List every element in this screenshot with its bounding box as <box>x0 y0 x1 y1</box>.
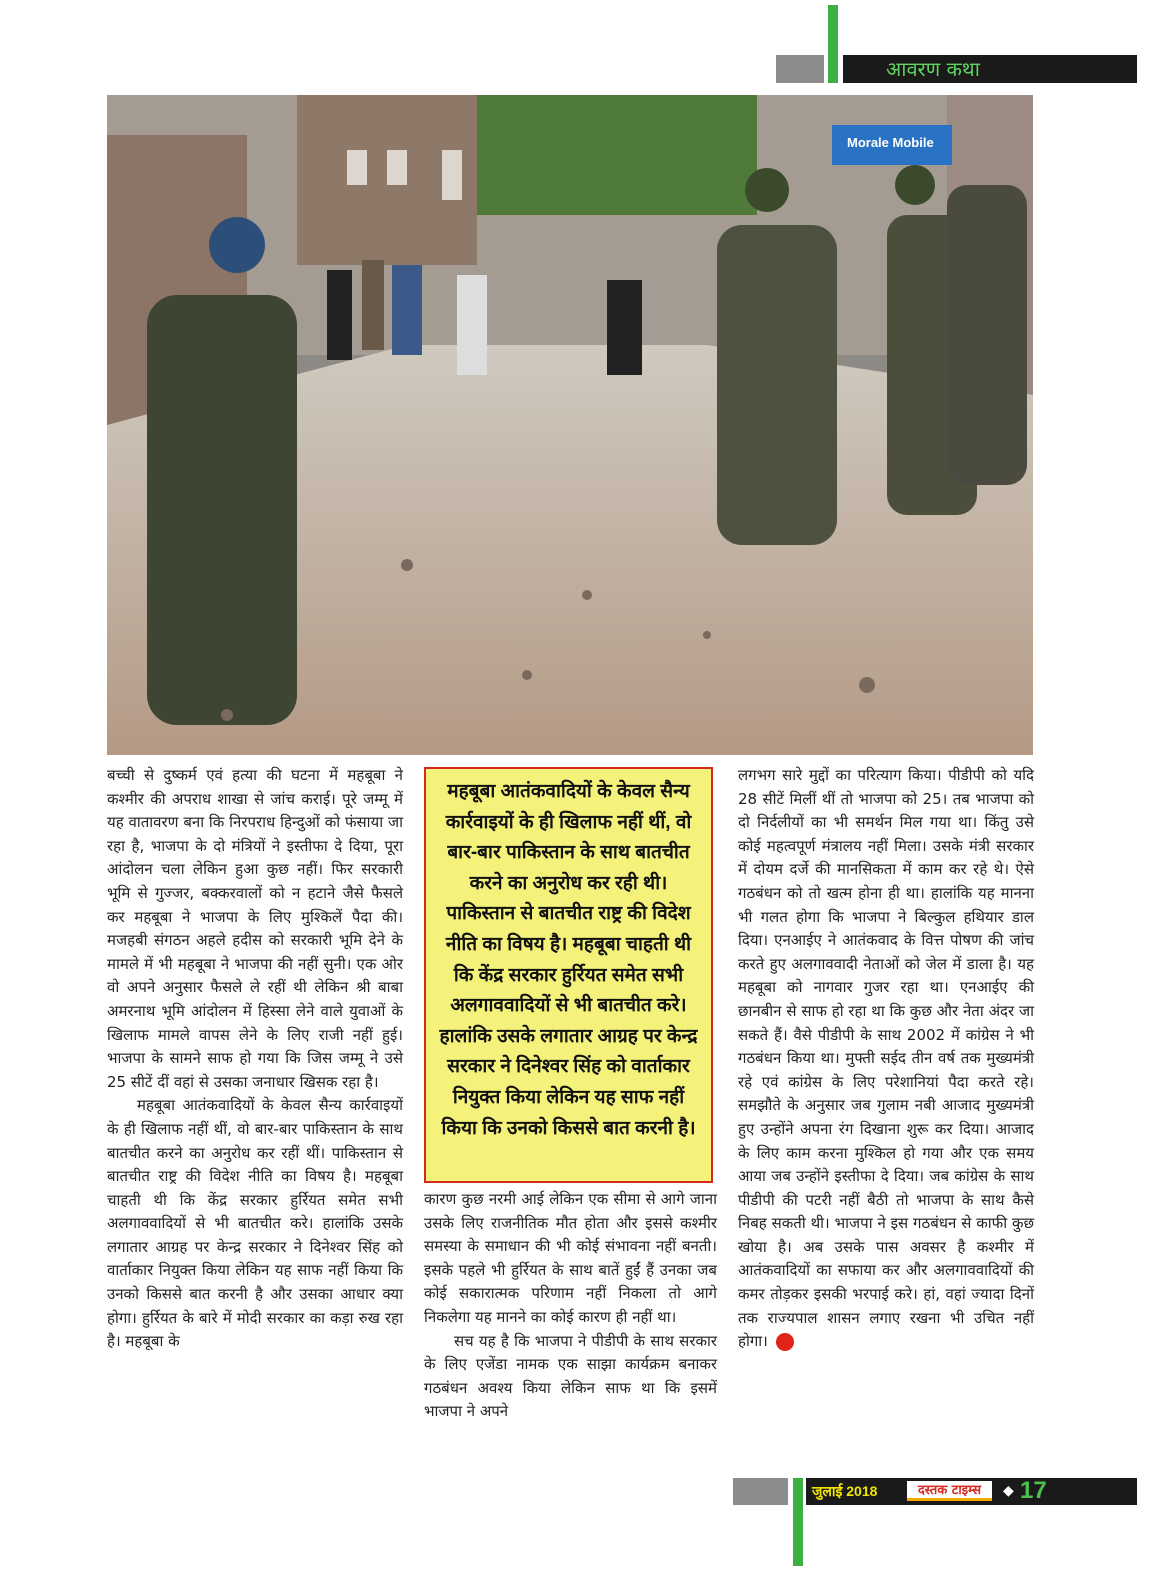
page-number: 17 <box>1020 1477 1047 1504</box>
footer-accent-bar <box>793 1478 803 1566</box>
footer-gray-block <box>733 1478 788 1505</box>
paragraph <box>738 764 1034 1354</box>
photo-stone-pelting-scene <box>107 95 1033 755</box>
diamond-bullet-icon: ◆ <box>1003 1483 1014 1499</box>
pull-quote-text: महबूबा आतंकवादियों के केवल सैन्य कार्रवाइयों के ही खिलाफ नहीं थीं, वो बार-बार पाकिस्तान के साथ बातचीत करने का अनुरोध कर रही थी। पाकिस्तान से बातचीत राष्ट्र की विदेश नीति का विषय है। महबूबा चाहती थी कि केंद्र सरकार हुर्रियत समेत सभी अलगाववादियों से भी बातचीत करे। हालांकि उसके लगातार आग्रह पर केन्द्र सरकार ने दिनेश्वर सिंह को वार्ताकार नियुक्त किया लेकिन यह साफ नहीं किया कि उनको किससे बात करनी है। <box>439 781 698 1139</box>
paragraph-text: लगभग सारे मुद्दों का परित्याग किया। पीडीपी को यदि 28 सीटें मिलीं थीं तो भाजपा को 25। तब भाजपा को दो निर्दलीयों का भी समर्थन मिल गया था। किंतु उसे कोई महत्वपूर्ण मंत्रालय नहीं मिला। उसके मंत्री सरकार में दोयम दर्जे की मानसिकता में काम कर रहे थे। ऐसे गठबंधन को तो खत्म होना ही था। हालांकि यह मानना भी गलत होगा कि भाजपा ने बिल्कुल हथियार डाल दिया। एनआईए ने आतंकवाद के वित्त पोषण की जांच करते हुए अलगाववादी नेताओं को जेल में डाला है। यह महबूबा को नागवार गुजर रहा था। एनआईए की छानबीन से साफ हो रहा था कि कुछ और नेता अंदर जा सकते हैं। वैसे पीडीपी के साथ 2002 में कांग्रेस ने भी गठबंधन किया था। मुफ्ती सईद तीन वर्ष तक मुख्यमंत्री रहे एवं कांग्रेस के लिए परेशानियां पैदा करते रहे। समझौते के अनुसार जब गुलाम नबी आजाद मुख्यमंत्री हुए उन्होंने अपना रंग दिखाना शुरू कर दिया। आजाद के लिए काम करना मुश्किल हो गया और एक समय आया जब उन्होंने इस्तीफा दे दिया। जब कांग्रेस के साथ पीडीपी की पटरी नहीं बैठी तो भाजपा के साथ कैसे निबह सकती थी। भाजपा ने इस गठबंधन से काफी कुछ खोया है। अब उसके पास अवसर है कश्मीर में आतंकवादियों का सफाया कर और अलगाववादियों की कमर तोड़कर इसकी भरपाई करे। हां, वहां ज्यादा दिनों तक राज्यपाल शासन लगाए रखना भी उचित नहीं होगा। <box>738 766 1034 1351</box>
issue-date: जुलाई 2018 <box>812 1483 878 1499</box>
article-column-1 <box>107 764 403 1354</box>
header-gray-block <box>776 55 824 83</box>
header-accent-bar <box>828 5 838 83</box>
article-column-2 <box>424 1188 717 1424</box>
article-column-3 <box>738 764 1034 1354</box>
article-photo <box>107 95 1033 755</box>
paragraph: सच यह है कि भाजपा ने पीडीपी के साथ सरकार के लिए एजेंडा नामक एक साझा कार्यक्रम बनाकर गठबंधन अवश्य किया लेकिन साफ था कि इसमें भाजपा ने अपने <box>424 1331 717 1421</box>
paragraph: महबूबा आतंकवादियों के केवल सैन्य कार्रवाइयों के ही खिलाफ नहीं थीं, वो बार-बार पाकिस्तान के साथ बातचीत करने का अनुरोध कर रहीं थीं। पाकिस्तान से बातचीत राष्ट्र की विदेश नीति का विषय है। महबूबा चाहती थी कि केंद्र सरकार हुर्रियत समेत सभी अलगाववादियों से भी बातचीत करे। हालांकि उसके लगातार आग्रह पर केन्द्र सरकार ने दिनेश्वर सिंह को वार्ताकार नियुक्त किया लेकिन यह साफ नहीं किया कि उनको किससे बात करनी है और उसका आधार क्या होगा। हुर्रियत के बारे में मोदी सरकार का कड़ा रुख रहा है। महबूबा के <box>107 1096 403 1351</box>
paragraph: बच्ची से दुष्कर्म एवं हत्या की घटना में महबूबा ने कश्मीर की अपराध शाखा से जांच कराई। पूरे जम्मू में यह वातावरण बना कि निरपराध हिन्दुओं को फंसाया जा रहा है, भाजपा के दो मंत्रियों ने इस्तीफा दे दिया, पूरा आंदोलन चला लेकिन हुआ कुछ नहीं। फिर सरकारी भूमि से गुज्जर, बक्करवालों को न हटाने जैसे फैसले कर महबूबा ने भाजपा के लिए मुश्किलें पैदा की। मजहबी संगठन अहले हदीस को सरकारी भूमि देने के मामले में भी महबूबा ने भाजपा की नहीं सुनी। एक ओर वो अपने अनुसार फैसले ले रहीं थी लेकिन श्री बाबा अमरनाथ भूमि आंदोलन में हिस्सा लेने वाले युवाओं के खिलाफ मामले वापस लेने के लिए राजी नहीं हुई। भाजपा के सामने साफ हो गया कि जिस जम्मू ने उसे 25 सीटें दीं वहां से उसका जनाधार खिसक रहा है। <box>107 766 403 1091</box>
shop-sign: Morale Mobile <box>847 135 934 150</box>
section-title: आवरण कथा <box>886 57 980 81</box>
magazine-logo: दस्तक टाइम्स <box>907 1481 992 1501</box>
end-mark-icon <box>776 1333 794 1351</box>
paragraph: कारण कुछ नरमी आई लेकिन एक सीमा से आगे जाना उसके लिए राजनीतिक मौत होता और इससे कश्मीर समस्या के समाधान की भी कोई संभावना नहीं बनती। इसके पहले भी हुर्रियत के साथ बातें हुईं हैं उनका जब कोई सकारात्मक परिणाम नहीं निकला तो आगे निकलेगा यह मानने का कोई कारण ही नहीं था। <box>424 1190 717 1326</box>
pull-quote <box>424 767 713 1183</box>
